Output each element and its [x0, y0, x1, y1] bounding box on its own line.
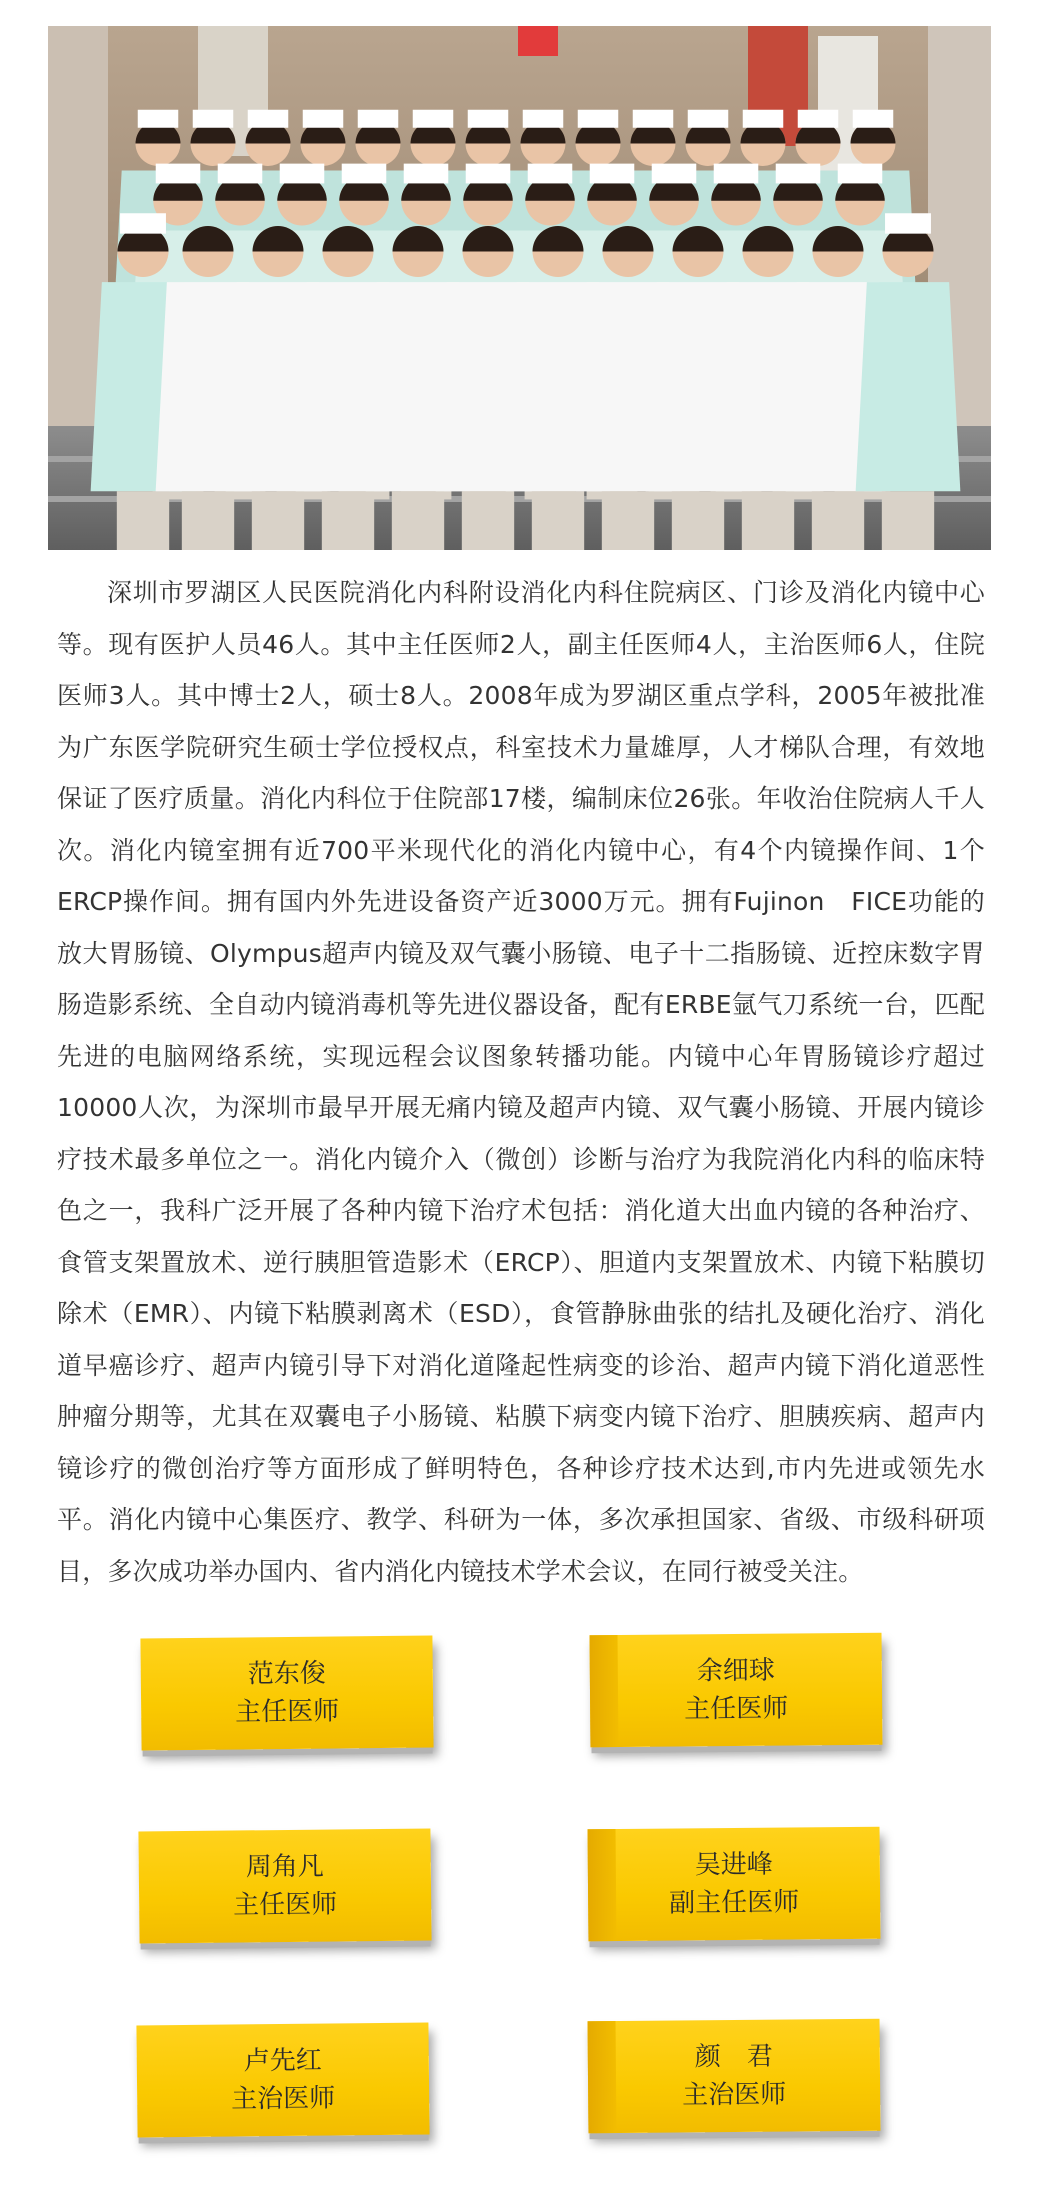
doctor-card[interactable]: [588, 2019, 881, 2134]
doctor-name: 周角凡: [245, 1851, 324, 1883]
doctor-card[interactable]: [140, 1635, 433, 1750]
department-intro: 深圳市罗湖区人民医院消化内科附设消化内科住院病区、门诊及消化内镜中心等。现有医护人员46人。其中主任医师2人，副主任医师4人，主治医师6人，住院医师3人。其中博士2人，硕士8人。2008年成为罗湖区重点学科，2005年被批准为广东医学院研究生硕士学位授权点，科室技术力量雄厚，人才梯队合理，有效地保证了医疗质量。消化内科位于住院部17楼，编制床位26张。年收治住院病人千人次。消化内镜室拥有近700平米现代化的消化内镜中心，有4个内镜操作间、1个ERCP操作间。拥有国内外先进设备资产近3000万元。拥有Fujinon FICE功能的放大胃肠镜、Olympus超声内镜及双气囊小肠镜、电子十二指肠镜、近控床数字胃肠造影系统、全自动内镜消毒机等先进仪器设备，配有ERBE氩气刀系统一台，匹配先进的电脑网络系统，实现远程会议图象转播功能。内镜中心年胃肠镜诊疗超过10000人次，为深圳市最早开展无痛内镜及超声内镜、双气囊小肠镜、开展内镜诊疗技术最多单位之一。消化内镜介入（微创）诊断与治疗为我院消化内科的临床特色之一，我科广泛开展了各种内镜下治疗术包括：消化道大出血内镜的各种治疗、食管支架置放术、逆行胰胆管造影术（ERCP）、胆道内支架置放术、内镜下粘膜切除术（EMR）、内镜下粘膜剥离术（ESD），食管静脉曲张的结扎及硬化治疗、消化道早癌诊疗、超声内镜引导下对消化道隆起性病变的诊治、超声内镜下消化道恶性肿瘤分期等，尤其在双囊电子小肠镜、粘膜下病变内镜下治疗、胆胰疾病、超声内镜诊疗的微创治疗等方面形成了鲜明特色，各种诊疗技术达到,市内先进或领先水平。消化内镜中心集医疗、教学、科研为一体，多次承担国家、省级、市级科研项目，多次成功举办国内、省内消化内镜技术学术会议，在同行被受关注。: [57, 578, 985, 1586]
doctor-title: 主任医师: [684, 1693, 789, 1725]
doctor-title: 主任医师: [235, 1696, 340, 1728]
doctor-name: 范东俊: [247, 1658, 326, 1690]
doctor-name: 颜 君: [694, 2041, 773, 2073]
doctor-card[interactable]: [588, 1827, 881, 1942]
doctor-title: 主治医师: [231, 2083, 336, 2115]
doctor-name: 吴进峰: [694, 1849, 773, 1881]
doctor-name: 卢先红: [243, 2045, 322, 2077]
doctor-card[interactable]: [590, 1633, 883, 1748]
doctor-name: 余细球: [696, 1655, 775, 1687]
doctor-title: 主治医师: [682, 2079, 787, 2111]
doctor-title: 主任医师: [233, 1889, 338, 1921]
doctor-card[interactable]: [136, 2022, 429, 2137]
team-photo-illustration: [48, 26, 991, 550]
doctor-card[interactable]: [138, 1828, 431, 1943]
doctor-title: 副主任医师: [669, 1887, 800, 1919]
team-photo: [48, 26, 991, 550]
